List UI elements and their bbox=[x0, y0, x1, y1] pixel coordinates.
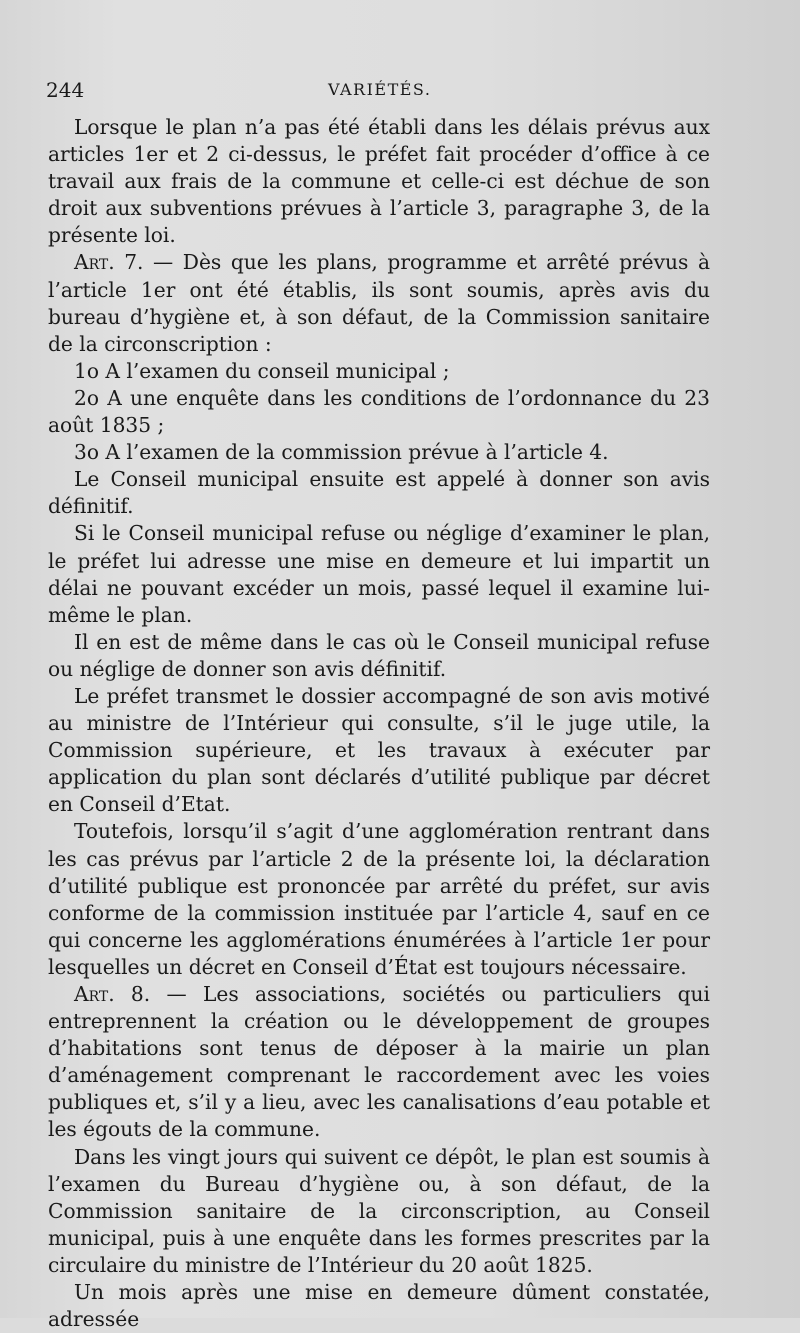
paragraph-text: Lorsque le plan n’a pas été établi dans les délais prévus aux articles 1er et 2 ci-dessus, le préfet fait procéder d’office à ce travail aux frais de la commune et celle-ci est déchue de son droit aux subventions prévues à l’article 3, paragraphe 3, de la présente loi. bbox=[48, 115, 710, 248]
paragraph-text: Le Conseil municipal ensuite est appelé à donner son avis définitif. bbox=[48, 467, 710, 519]
paragraph-text: 2o A une enquête dans les conditions de l’ordonnance du 23 août 1835 ; bbox=[48, 385, 710, 438]
paragraph-text: Si le Conseil municipal refuse ou néglige d’examiner le plan, le préfet lui adresse une mise en demeure et lui impartit un délai ne pouvant excéder un mois, passé lequel il examine lui-même le plan. bbox=[48, 521, 710, 627]
paragraph bbox=[48, 114, 710, 249]
paragraph bbox=[48, 358, 710, 385]
article-label: Art. 8. bbox=[74, 982, 151, 1006]
paragraph bbox=[48, 520, 710, 628]
paragraph-text: Un mois après une mise en demeure dûment constatée, adressée bbox=[48, 1280, 710, 1332]
page-number: 244 bbox=[46, 78, 85, 102]
paragraph bbox=[48, 249, 710, 357]
paragraph bbox=[48, 439, 710, 466]
paragraph-text: — Les associations, sociétés ou particuliers qui entreprennent la création ou le développement de groupes d’habitations sont tenus de déposer à la mairie un plan d’aménagement comprenant le raccordement avec les voies publiques et, s’il y a lieu, avec les canalisations d’eau potable et les égouts de la commune. bbox=[48, 982, 710, 1142]
article-label: Art. 7. bbox=[74, 250, 144, 275]
body-text bbox=[48, 114, 710, 1333]
paragraph-text: Dans les vingt jours qui suivent ce dépôt, le plan est soumis à l’examen du Bureau d’hygiène ou, à son défaut, de la Commission sanitaire de la circonscription, au Conseil municipal, puis à une enquête dans les formes prescrites par la circulaire du ministre de l’Intérieur du 20 août 1825. bbox=[48, 1144, 710, 1277]
paragraph-text: 1o A l’examen du conseil municipal ; bbox=[74, 358, 450, 383]
paragraph-text: Le préfet transmet le dossier accompagné de son avis motivé au ministre de l’Intérieur qui consulte, s’il le juge utile, la Commission supérieure, et les travaux à exécuter par application du plan sont déclarés d’utilité publique par décret en Conseil d’Etat. bbox=[48, 683, 710, 817]
paragraph bbox=[48, 1279, 710, 1333]
paragraph-text: 3o A l’examen de la commission prévue à l’article 4. bbox=[74, 440, 609, 465]
paragraph-text: Toutefois, lorsqu’il s’agit d’une agglomération rentrant dans les cas prévus par l’article 2 de la présente loi, la déclaration d’utilité publique est prononcée par arrêté du préfet, sur avis conforme de la commission instituée par l’article 4, sauf en ce qui concerne les agglomérations énumérées à l’article 1er pour lesquelles un décret en Conseil d’État est toujours nécessaire. bbox=[48, 819, 710, 979]
paragraph bbox=[48, 818, 710, 981]
paragraph bbox=[48, 683, 710, 818]
paragraph-text: Il en est de même dans le cas où le Conseil municipal refuse ou néglige de donner son avis définitif. bbox=[48, 629, 710, 681]
page-header bbox=[46, 78, 770, 106]
paragraph bbox=[48, 981, 710, 1144]
running-title: VARIÉTÉS. bbox=[328, 80, 432, 99]
paragraph-text: — Dès que les plans, programme et arrêté prévus à l’article 1er ont été établis, ils sont soumis, après avis du bureau d’hygiène et, à son défaut, de la Commission sanitaire de la circonscription : bbox=[48, 250, 710, 356]
paragraph bbox=[48, 385, 710, 439]
paragraph bbox=[48, 466, 710, 520]
paragraph bbox=[48, 629, 710, 683]
paragraph bbox=[48, 1144, 710, 1279]
